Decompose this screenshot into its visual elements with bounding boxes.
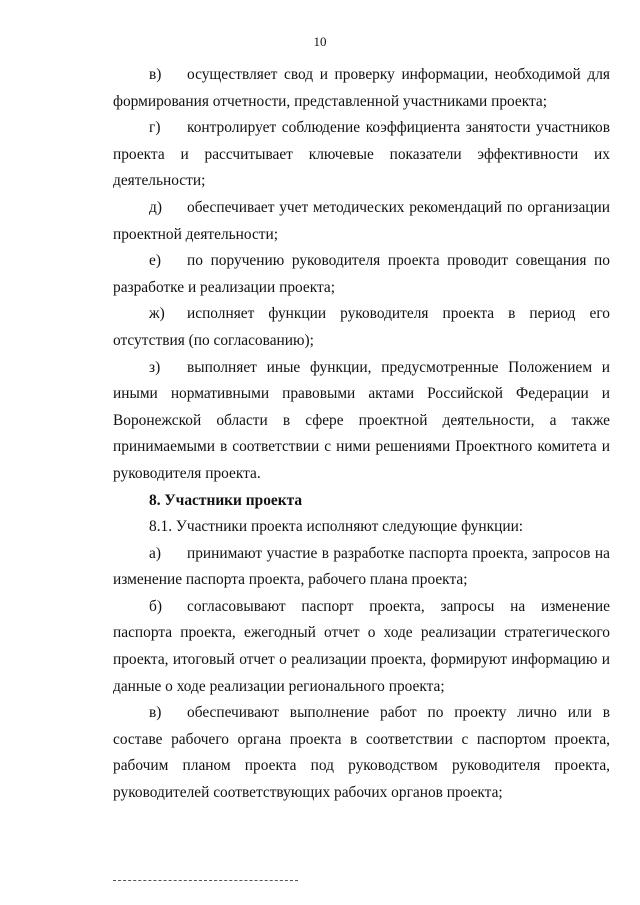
list-marker: д) — [149, 198, 162, 216]
section-heading: 8. Участники проекта — [149, 491, 303, 509]
list-marker: г) — [149, 119, 161, 137]
list-marker: е) — [149, 252, 161, 270]
document-body — [113, 62, 610, 807]
list-marker: б) — [149, 597, 162, 615]
list-item — [113, 115, 610, 195]
list-item-text: контролирует соблюдение коэффициента занятости участников проекта и рассчитывает ключевые показатели эффективности их деятельности; — [113, 119, 610, 190]
page-number: 10 — [313, 34, 327, 49]
list-item-text: исполняет функции руководителя проекта в период его отсутствия (по согласованию); — [113, 305, 610, 349]
list-marker: в) — [149, 704, 162, 722]
list-item-text: по поручению руководителя проекта проводит совещания по разработке и реализации проекта; — [113, 252, 610, 296]
intro-paragraph: 8.1. Участники проекта исполняют следующие функции: — [149, 518, 524, 536]
list-marker: ж) — [149, 305, 165, 323]
list-marker: в) — [149, 66, 162, 83]
list-item — [113, 62, 610, 115]
footer-divider — [113, 880, 298, 881]
list-item-text: осуществляет свод и проверку информации, необходимой для формирования отчетности, представленной участниками проекта; — [113, 66, 610, 110]
list-item — [113, 301, 610, 354]
list-item — [113, 195, 610, 248]
list-marker: а) — [149, 544, 161, 562]
list-item — [113, 700, 610, 806]
list-item — [113, 248, 610, 301]
list-marker: з) — [149, 358, 161, 376]
list-item-text: согласовывают паспорт проекта, запросы на изменение паспорта проекта, ежегодный отчет о ходе реализации стратегического проекта, итоговый отчет о реализации проекта, формируют информацию и данные о ходе реализации регионального проекта; — [113, 597, 610, 695]
list-item-text: выполняет иные функции, предусмотренные Положением и иными нормативными правовыми актами Российской Федерации и Воронежской области в сфере проектной деятельности, а также принимаемыми в соответствии с ними решениями Проектного комитета и руководителя проекта. — [113, 358, 610, 482]
list-item-text: принимают участие в разработке паспорта проекта, запросов на изменение паспорта проекта, рабочего плана проекта; — [113, 544, 610, 589]
list-item-text: обеспечивают выполнение работ по проекту лично или в составе рабочего органа проекта в соответствии с паспортом проекта, рабочим планом проекта под руководством руководителя проекта, руководителей соответствующих рабочих органов проекта; — [113, 704, 610, 802]
list-item-text: обеспечивает учет методических рекомендаций по организации проектной деятельности; — [113, 198, 610, 243]
list-item — [113, 541, 610, 594]
list-item — [113, 355, 610, 488]
list-item — [113, 594, 610, 700]
